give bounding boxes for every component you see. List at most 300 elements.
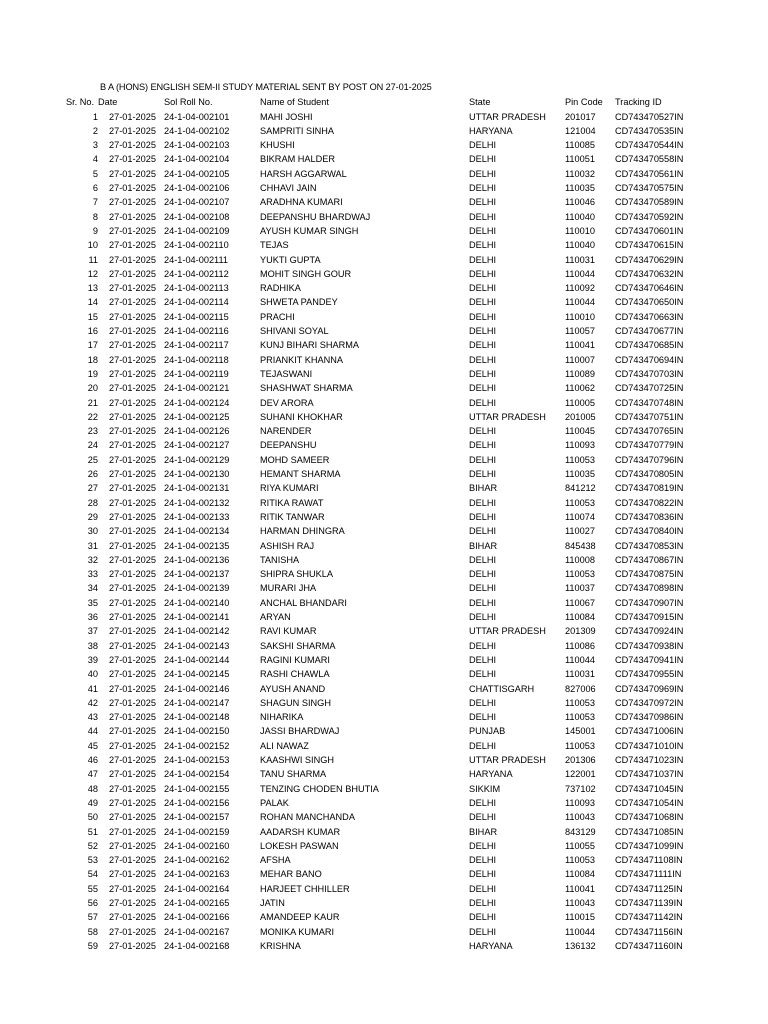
cell-student-name: SHWETA PANDEY <box>260 297 338 308</box>
table-row <box>0 867 768 881</box>
cell-student-name: PRACHI <box>260 311 295 322</box>
cell-student-name: NARENDER <box>260 426 312 437</box>
cell-state: DELHI <box>469 297 497 308</box>
cell-date: 27-01-2025 <box>109 197 156 208</box>
cell-state: DELHI <box>469 569 497 580</box>
cell-state: DELHI <box>469 183 497 193</box>
cell-student-name: BIKRAM HALDER <box>260 154 336 165</box>
cell-student-name: RASHI CHAWLA <box>260 669 330 680</box>
cell-tracking-id: CD743470592IN <box>615 211 684 222</box>
cell-sr-no: 7 <box>92 197 98 208</box>
cell-pin-code: 110084 <box>565 869 595 880</box>
cell-student-name: HARMAN DHINGRA <box>260 526 345 537</box>
table-row <box>0 324 768 338</box>
cell-roll-no: 24-1-04-002127 <box>164 440 230 451</box>
cell-sr-no: 41 <box>87 683 98 694</box>
cell-roll-no: 24-1-04-002114 <box>164 297 229 308</box>
cell-pin-code: 110051 <box>565 154 595 165</box>
table-row <box>0 724 768 738</box>
cell-tracking-id: CD743470575IN <box>615 183 684 193</box>
cell-roll-no: 24-1-04-002137 <box>164 569 230 580</box>
cell-state: DELHI <box>469 368 497 379</box>
cell-date: 27-01-2025 <box>109 783 156 794</box>
cell-state: DELHI <box>469 397 497 408</box>
cell-tracking-id: CD743470685IN <box>615 340 684 351</box>
cell-sr-no: 34 <box>87 583 98 594</box>
cell-roll-no: 24-1-04-002102 <box>164 125 230 136</box>
cell-tracking-id: CD743470765IN <box>615 426 684 437</box>
table-row <box>0 238 768 252</box>
cell-sr-no: 28 <box>87 497 98 508</box>
cell-date: 27-01-2025 <box>109 554 156 565</box>
table-row <box>0 596 768 610</box>
cell-tracking-id: CD743470867IN <box>615 554 684 565</box>
table-row <box>0 839 768 853</box>
header-sr-no: Sr. No. <box>66 97 95 107</box>
cell-tracking-id: CD743471045IN <box>615 783 684 794</box>
cell-pin-code: 110085 <box>565 140 595 151</box>
cell-roll-no: 24-1-04-002133 <box>164 511 230 522</box>
cell-sr-no: 32 <box>87 554 98 565</box>
cell-state: DELHI <box>469 883 497 894</box>
table-row <box>0 696 768 710</box>
cell-state: DELHI <box>469 898 497 908</box>
cell-state: DELHI <box>469 640 497 651</box>
table-row <box>0 410 768 424</box>
table-row <box>0 124 768 138</box>
cell-roll-no: 24-1-04-002117 <box>164 340 229 351</box>
cell-student-name: HEMANT SHARMA <box>260 469 341 479</box>
cell-sr-no: 52 <box>87 840 98 851</box>
table-row <box>0 524 768 538</box>
cell-sr-no: 39 <box>87 654 98 665</box>
cell-student-name: DEEPANSHU <box>260 440 317 451</box>
cell-tracking-id: CD743470535IN <box>615 125 684 136</box>
table-header <box>0 95 768 109</box>
table-row <box>0 882 768 896</box>
cell-roll-no: 24-1-04-002159 <box>164 826 230 837</box>
cell-tracking-id: CD743471054IN <box>615 797 684 808</box>
cell-roll-no: 24-1-04-002163 <box>164 869 230 880</box>
cell-roll-no: 24-1-04-002136 <box>164 554 230 565</box>
cell-date: 27-01-2025 <box>109 254 156 265</box>
cell-sr-no: 58 <box>87 926 98 937</box>
cell-student-name: ROHAN MANCHANDA <box>260 812 355 823</box>
cell-date: 27-01-2025 <box>109 225 156 236</box>
cell-state: DELHI <box>469 497 497 508</box>
cell-student-name: PRIANKIT KHANNA <box>260 354 344 365</box>
cell-tracking-id: CD743470796IN <box>615 454 684 465</box>
table-row <box>0 453 768 467</box>
cell-tracking-id: CD743471068IN <box>615 812 684 823</box>
cell-tracking-id: CD743471160IN <box>615 940 683 951</box>
cell-date: 27-01-2025 <box>109 411 156 422</box>
cell-student-name: MURARI JHA <box>260 583 317 594</box>
cell-roll-no: 24-1-04-002115 <box>164 311 229 322</box>
cell-roll-no: 24-1-04-002134 <box>164 526 230 537</box>
cell-roll-no: 24-1-04-002118 <box>164 354 229 365</box>
cell-student-name: SHIVANI SOYAL <box>260 326 329 336</box>
cell-date: 27-01-2025 <box>109 597 156 608</box>
cell-student-name: KUNJ BIHARI SHARMA <box>260 340 360 351</box>
cell-tracking-id: CD743470629IN <box>615 254 684 265</box>
cell-state: HARYANA <box>469 125 513 136</box>
cell-student-name: SHAGUN SINGH <box>260 697 331 708</box>
cell-date: 27-01-2025 <box>109 183 156 193</box>
cell-tracking-id: CD743471006IN <box>615 726 684 737</box>
cell-sr-no: 54 <box>87 869 98 880</box>
cell-date: 27-01-2025 <box>109 469 156 479</box>
cell-pin-code: 110010 <box>565 225 595 236</box>
cell-student-name: RAVI KUMAR <box>260 626 317 637</box>
cell-student-name: ASHISH RAJ <box>260 540 315 551</box>
cell-roll-no: 24-1-04-002101 <box>164 111 230 122</box>
cell-tracking-id: CD743470822IN <box>615 497 684 508</box>
cell-date: 27-01-2025 <box>109 354 156 365</box>
cell-state: DELHI <box>469 383 497 394</box>
cell-state: DELHI <box>469 268 497 279</box>
cell-state: BIHAR <box>469 826 498 837</box>
cell-sr-no: 21 <box>87 397 98 408</box>
cell-sr-no: 19 <box>87 368 98 379</box>
cell-state: DELHI <box>469 855 497 866</box>
cell-student-name: HARSH AGGARWAL <box>260 168 347 179</box>
cell-date: 27-01-2025 <box>109 712 156 723</box>
cell-date: 27-01-2025 <box>109 926 156 937</box>
cell-roll-no: 24-1-04-002144 <box>164 654 230 665</box>
cell-tracking-id: CD743470527IN <box>615 111 684 122</box>
cell-state: DELHI <box>469 654 497 665</box>
cell-date: 27-01-2025 <box>109 440 156 451</box>
cell-roll-no: 24-1-04-002142 <box>164 626 230 637</box>
cell-pin-code: 110053 <box>565 454 595 465</box>
cell-tracking-id: CD743470969IN <box>615 683 684 694</box>
cell-date: 27-01-2025 <box>109 883 156 894</box>
header-date: Date <box>98 97 118 107</box>
cell-sr-no: 25 <box>87 454 98 465</box>
cell-roll-no: 24-1-04-002160 <box>164 840 230 851</box>
cell-pin-code: 845438 <box>565 540 596 551</box>
cell-tracking-id: CD743470840IN <box>615 526 684 537</box>
cell-student-name: KAASHWI SINGH <box>260 755 335 765</box>
cell-student-name: SHIPRA SHUKLA <box>260 569 334 580</box>
cell-state: DELHI <box>469 154 497 165</box>
cell-student-name: TANISHA <box>260 554 300 565</box>
cell-pin-code: 110053 <box>565 712 595 723</box>
cell-student-name: DEV ARORA <box>260 397 314 408</box>
cell-state: DELHI <box>469 740 497 751</box>
cell-roll-no: 24-1-04-002155 <box>164 783 230 794</box>
table-row <box>0 267 768 281</box>
cell-date: 27-01-2025 <box>109 268 156 279</box>
cell-date: 27-01-2025 <box>109 111 156 122</box>
cell-date: 27-01-2025 <box>109 311 156 322</box>
cell-state: UTTAR PRADESH <box>469 411 546 422</box>
cell-tracking-id: CD743470703IN <box>615 368 684 379</box>
cell-date: 27-01-2025 <box>109 755 156 765</box>
cell-student-name: AYUSH KUMAR SINGH <box>260 225 359 236</box>
cell-date: 27-01-2025 <box>109 826 156 837</box>
cell-pin-code: 121004 <box>565 125 596 136</box>
table-row <box>0 753 768 767</box>
cell-tracking-id: CD743470751IN <box>615 411 684 422</box>
cell-roll-no: 24-1-04-002140 <box>164 597 230 608</box>
cell-date: 27-01-2025 <box>109 569 156 580</box>
cell-sr-no: 14 <box>87 297 98 308</box>
table-row <box>0 925 768 939</box>
cell-student-name: AYUSH ANAND <box>260 683 326 694</box>
cell-sr-no: 37 <box>87 626 98 637</box>
table-row <box>0 295 768 309</box>
cell-roll-no: 24-1-04-002147 <box>164 697 230 708</box>
cell-roll-no: 24-1-04-002141 <box>164 612 230 622</box>
cell-state: DELHI <box>469 311 497 322</box>
cell-sr-no: 55 <box>87 883 98 894</box>
cell-tracking-id: CD743470748IN <box>615 397 684 408</box>
cell-state: DELHI <box>469 554 497 565</box>
cell-state: UTTAR PRADESH <box>469 626 546 637</box>
cell-tracking-id: CD743471085IN <box>615 826 684 837</box>
cell-roll-no: 24-1-04-002110 <box>164 240 229 251</box>
table-row <box>0 310 768 324</box>
cell-pin-code: 110044 <box>565 926 595 937</box>
cell-state: DELHI <box>469 697 497 708</box>
cell-tracking-id: CD743470632IN <box>615 268 684 279</box>
cell-sr-no: 30 <box>87 526 98 537</box>
table-row <box>0 710 768 724</box>
cell-sr-no: 3 <box>92 140 98 151</box>
cell-tracking-id: CD743470779IN <box>615 440 684 451</box>
cell-date: 27-01-2025 <box>109 297 156 308</box>
cell-pin-code: 110089 <box>565 368 595 379</box>
cell-date: 27-01-2025 <box>109 397 156 408</box>
cell-state: BIHAR <box>469 540 498 551</box>
cell-tracking-id: CD743470875IN <box>615 569 684 580</box>
cell-roll-no: 24-1-04-002164 <box>164 883 230 894</box>
cell-state: DELHI <box>469 797 497 808</box>
cell-state: SIKKIM <box>469 783 501 794</box>
cell-roll-no: 24-1-04-002108 <box>164 211 230 222</box>
header-pin-code: Pin Code <box>565 97 603 107</box>
cell-tracking-id: CD743470589IN <box>615 197 684 208</box>
cell-tracking-id: CD743470972IN <box>615 697 684 708</box>
cell-tracking-id: CD743470805IN <box>615 469 684 479</box>
cell-roll-no: 24-1-04-002129 <box>164 454 230 465</box>
cell-student-name: KRISHNA <box>260 940 301 951</box>
cell-pin-code: 201306 <box>565 755 596 765</box>
cell-sr-no: 56 <box>87 898 98 908</box>
cell-pin-code: 122001 <box>565 769 596 780</box>
cell-student-name: ARYAN <box>260 612 291 622</box>
cell-sr-no: 17 <box>87 340 98 351</box>
cell-sr-no: 4 <box>92 154 98 165</box>
cell-date: 27-01-2025 <box>109 654 156 665</box>
cell-pin-code: 110031 <box>565 669 595 680</box>
cell-state: DELHI <box>469 526 497 537</box>
cell-student-name: YUKTI GUPTA <box>260 254 321 265</box>
cell-tracking-id: CD743470558IN <box>615 154 684 165</box>
cell-state: DELHI <box>469 926 497 937</box>
cell-pin-code: 110031 <box>565 254 595 265</box>
cell-tracking-id: CD743470924IN <box>615 626 684 637</box>
table-row <box>0 667 768 681</box>
cell-roll-no: 24-1-04-002148 <box>164 712 230 723</box>
cell-pin-code: 110044 <box>565 297 595 308</box>
cell-student-name: SUHANI KHOKHAR <box>260 411 343 422</box>
cell-state: DELHI <box>469 240 497 251</box>
cell-pin-code: 110053 <box>565 569 595 580</box>
cell-date: 27-01-2025 <box>109 912 156 923</box>
cell-roll-no: 24-1-04-002109 <box>164 225 230 236</box>
cell-tracking-id: CD743470561IN <box>615 168 684 179</box>
cell-state: DELHI <box>469 669 497 680</box>
cell-date: 27-01-2025 <box>109 154 156 165</box>
cell-pin-code: 110092 <box>565 283 595 294</box>
table-row <box>0 424 768 438</box>
cell-student-name: MAHI JOSHI <box>260 111 313 122</box>
cell-tracking-id: CD743470650IN <box>615 297 684 308</box>
cell-state: DELHI <box>469 712 497 723</box>
cell-roll-no: 24-1-04-002146 <box>164 683 230 694</box>
cell-tracking-id: CD743470601IN <box>615 225 684 236</box>
cell-roll-no: 24-1-04-002168 <box>164 940 230 951</box>
table-row <box>0 796 768 810</box>
cell-tracking-id: CD743470986IN <box>615 712 684 723</box>
table-row <box>0 152 768 166</box>
cell-tracking-id: CD743470694IN <box>615 354 684 365</box>
table-row <box>0 181 768 195</box>
cell-date: 27-01-2025 <box>109 368 156 379</box>
cell-date: 27-01-2025 <box>109 511 156 522</box>
header-roll-no: Sol Roll No. <box>164 97 213 107</box>
cell-state: UTTAR PRADESH <box>469 111 546 122</box>
header-state: State <box>469 97 491 107</box>
cell-sr-no: 40 <box>87 669 98 680</box>
cell-student-name: ARADHNA KUMARI <box>260 197 343 208</box>
cell-student-name: KHUSHI <box>260 140 295 151</box>
cell-student-name: PALAK <box>260 797 289 808</box>
cell-roll-no: 24-1-04-002131 <box>164 483 230 494</box>
table-row <box>0 224 768 238</box>
cell-roll-no: 24-1-04-002111 <box>164 254 229 265</box>
cell-date: 27-01-2025 <box>109 840 156 851</box>
document-title: B A (HONS) ENGLISH SEM-II STUDY MATERIAL SENT BY POST ON 27-01-2025 <box>100 82 432 92</box>
cell-date: 27-01-2025 <box>109 626 156 637</box>
table-row <box>0 782 768 796</box>
cell-date: 27-01-2025 <box>109 340 156 351</box>
cell-sr-no: 2 <box>92 125 98 136</box>
table-row <box>0 767 768 781</box>
cell-pin-code: 110015 <box>565 912 595 923</box>
table-row <box>0 910 768 924</box>
cell-state: DELHI <box>469 597 497 608</box>
cell-student-name: RITIKA RAWAT <box>260 497 324 508</box>
cell-date: 27-01-2025 <box>109 540 156 551</box>
cell-student-name: RAGINI KUMARI <box>260 654 330 665</box>
table-row <box>0 396 768 410</box>
cell-roll-no: 24-1-04-002113 <box>164 283 229 294</box>
cell-tracking-id: CD743470853IN <box>615 540 684 551</box>
cell-roll-no: 24-1-04-002167 <box>164 926 230 937</box>
cell-tracking-id: CD743470615IN <box>615 240 684 251</box>
table-row <box>0 610 768 624</box>
cell-pin-code: 827006 <box>565 683 596 694</box>
cell-date: 27-01-2025 <box>109 940 156 951</box>
cell-tracking-id: CD743470941IN <box>615 654 684 665</box>
cell-state: DELHI <box>469 254 497 265</box>
cell-sr-no: 49 <box>87 797 98 808</box>
cell-student-name: RADHIKA <box>260 283 301 294</box>
cell-tracking-id: CD743471099IN <box>615 840 684 851</box>
table-row <box>0 353 768 367</box>
cell-roll-no: 24-1-04-002165 <box>164 898 230 908</box>
cell-sr-no: 44 <box>87 726 98 737</box>
cell-date: 27-01-2025 <box>109 697 156 708</box>
cell-pin-code: 737102 <box>565 783 596 794</box>
cell-roll-no: 24-1-04-002106 <box>164 183 230 193</box>
cell-pin-code: 110074 <box>565 511 595 522</box>
table-row <box>0 510 768 524</box>
cell-state: DELHI <box>469 197 497 208</box>
cell-date: 27-01-2025 <box>109 125 156 136</box>
cell-sr-no: 18 <box>87 354 98 365</box>
table-row <box>0 195 768 209</box>
cell-roll-no: 24-1-04-002126 <box>164 426 230 437</box>
cell-pin-code: 110008 <box>565 554 595 565</box>
cell-sr-no: 45 <box>87 740 98 751</box>
cell-pin-code: 110044 <box>565 268 595 279</box>
cell-pin-code: 110057 <box>565 326 595 336</box>
cell-state: DELHI <box>469 211 497 222</box>
cell-student-name: SAMPRITI SINHA <box>260 125 335 136</box>
cell-roll-no: 24-1-04-002130 <box>164 469 230 479</box>
cell-state: DELHI <box>469 440 497 451</box>
cell-pin-code: 110043 <box>565 812 595 823</box>
cell-date: 27-01-2025 <box>109 168 156 179</box>
cell-date: 27-01-2025 <box>109 612 156 622</box>
cell-date: 27-01-2025 <box>109 726 156 737</box>
cell-student-name: JATIN <box>260 898 285 908</box>
cell-tracking-id: CD743471111IN <box>615 869 682 880</box>
cell-state: DELHI <box>469 912 497 923</box>
cell-pin-code: 201017 <box>565 111 596 122</box>
cell-student-name: MOHIT SINGH GOUR <box>260 268 352 279</box>
cell-state: DELHI <box>469 840 497 851</box>
cell-sr-no: 46 <box>87 755 98 765</box>
cell-pin-code: 110005 <box>565 397 595 408</box>
cell-roll-no: 24-1-04-002124 <box>164 397 230 408</box>
cell-student-name: NIHARIKA <box>260 712 304 723</box>
cell-sr-no: 38 <box>87 640 98 651</box>
cell-student-name: TEJASWANI <box>260 368 313 379</box>
cell-pin-code: 110007 <box>565 354 595 365</box>
cell-student-name: MONIKA KUMARI <box>260 926 335 937</box>
cell-state: PUNJAB <box>469 726 506 737</box>
cell-state: CHATTISGARH <box>469 683 535 694</box>
cell-tracking-id: CD743471037IN <box>615 769 684 780</box>
cell-tracking-id: CD743471142IN <box>615 912 683 923</box>
table-row <box>0 553 768 567</box>
cell-state: DELHI <box>469 326 497 336</box>
cell-tracking-id: CD743470725IN <box>615 383 684 394</box>
cell-student-name: ALI NAWAZ <box>260 740 309 751</box>
cell-roll-no: 24-1-04-002121 <box>164 383 230 394</box>
table-row <box>0 853 768 867</box>
cell-roll-no: 24-1-04-002103 <box>164 140 230 151</box>
table-row <box>0 682 768 696</box>
cell-student-name: AADARSH KUMAR <box>260 826 341 837</box>
cell-student-name: RIYA KUMARI <box>260 483 319 494</box>
